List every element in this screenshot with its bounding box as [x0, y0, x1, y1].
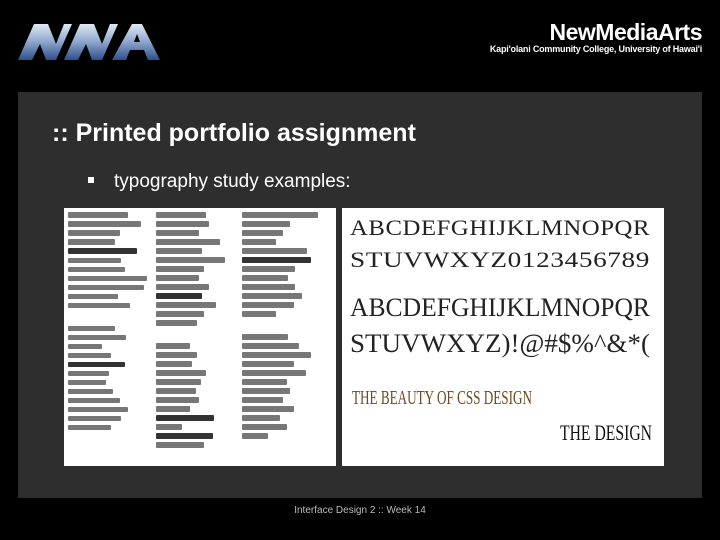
slide-title: :: Printed portfolio assignment [52, 119, 416, 147]
brand-block [490, 20, 702, 55]
design-lockup-1: THE BEAUTY OF CSS DESIGN [352, 387, 532, 409]
typography-artwork [342, 208, 664, 466]
sheet-column-2 [156, 212, 242, 451]
uncial-row-3: ABCDEFGHIJKLMNOPQR [350, 293, 651, 322]
sheet-column-3 [242, 212, 328, 442]
uncial-row-1: ABCDEFGHIJKLMNOPQR [350, 215, 650, 240]
slide-footer: Interface Design 2 :: Week 14 [294, 505, 426, 516]
css-design-lockup [352, 387, 532, 409]
design-lockup-2: THE DESIGN [560, 420, 653, 445]
the-design-lockup [560, 420, 652, 445]
brand-subtitle: Kapi'olani Community College, University of Hawai'i [489, 44, 702, 54]
brand-name: NewMediaArts [549, 19, 702, 45]
bullet-text: typography study examples: [114, 171, 351, 192]
uncial-alphabet-artwork [342, 208, 664, 466]
bullet-item [88, 170, 351, 194]
header-bar [0, 0, 720, 90]
square-bullet-icon [88, 177, 94, 183]
typography-study-sheet [64, 208, 336, 466]
sheet-column-1 [68, 212, 154, 434]
uncial-row-2: STUVWXYZ0123456789 [350, 247, 650, 272]
uncial-row-4: STUVWXYZ)!@#$%^&*( [350, 329, 650, 358]
nma-logo-icon [18, 22, 163, 62]
